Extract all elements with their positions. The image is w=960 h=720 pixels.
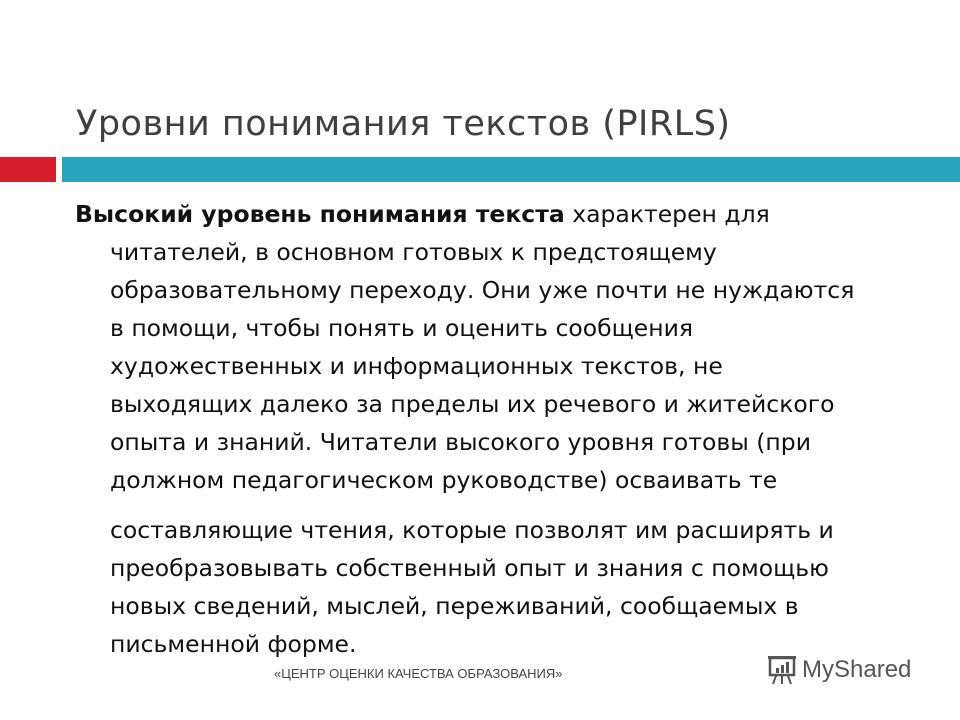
body-text: характерен для <box>564 200 770 228</box>
body-line: преобразовывать собственный опыт и знания с помощью <box>110 554 829 582</box>
body-line: в помощи, чтобы понять и оценить сообщения <box>110 314 693 342</box>
myshared-logo <box>768 655 911 685</box>
bold-lead: Высокий уровень понимания текста <box>75 200 565 228</box>
body-line: опыта и знаний. Читатели высокого уровня готовы (при <box>110 428 811 456</box>
teal-accent-bar <box>62 157 960 182</box>
body-line: новых сведений, мыслей, переживаний, сообщаемых в <box>110 592 799 620</box>
body-line: образовательному переходу. Они уже почти не нуждаются <box>110 276 855 304</box>
body-line: составляющие чтения, которые позволят им расширять и <box>110 516 834 544</box>
presentation-board-icon <box>768 655 796 685</box>
watermark-text: MyShared <box>802 656 912 683</box>
body-line: выходящих далеко за пределы их речевого и житейского <box>110 390 835 418</box>
body-line <box>75 200 770 228</box>
body-line: письменной форме. <box>110 630 357 658</box>
body-line: должном педагогическом руководстве) осваивать те <box>110 466 778 494</box>
slide-title: Уровни понимания текстов (PIRLS) <box>76 104 731 144</box>
body-line: читателей, в основном готовых к предстоящему <box>110 238 717 266</box>
body-line: художественных и информационных текстов, не <box>110 352 723 380</box>
red-accent-bar <box>0 157 56 182</box>
footer-organization: «ЦЕНТР ОЦЕНКИ КАЧЕСТВА ОБРАЗОВАНИЯ» <box>274 666 563 681</box>
